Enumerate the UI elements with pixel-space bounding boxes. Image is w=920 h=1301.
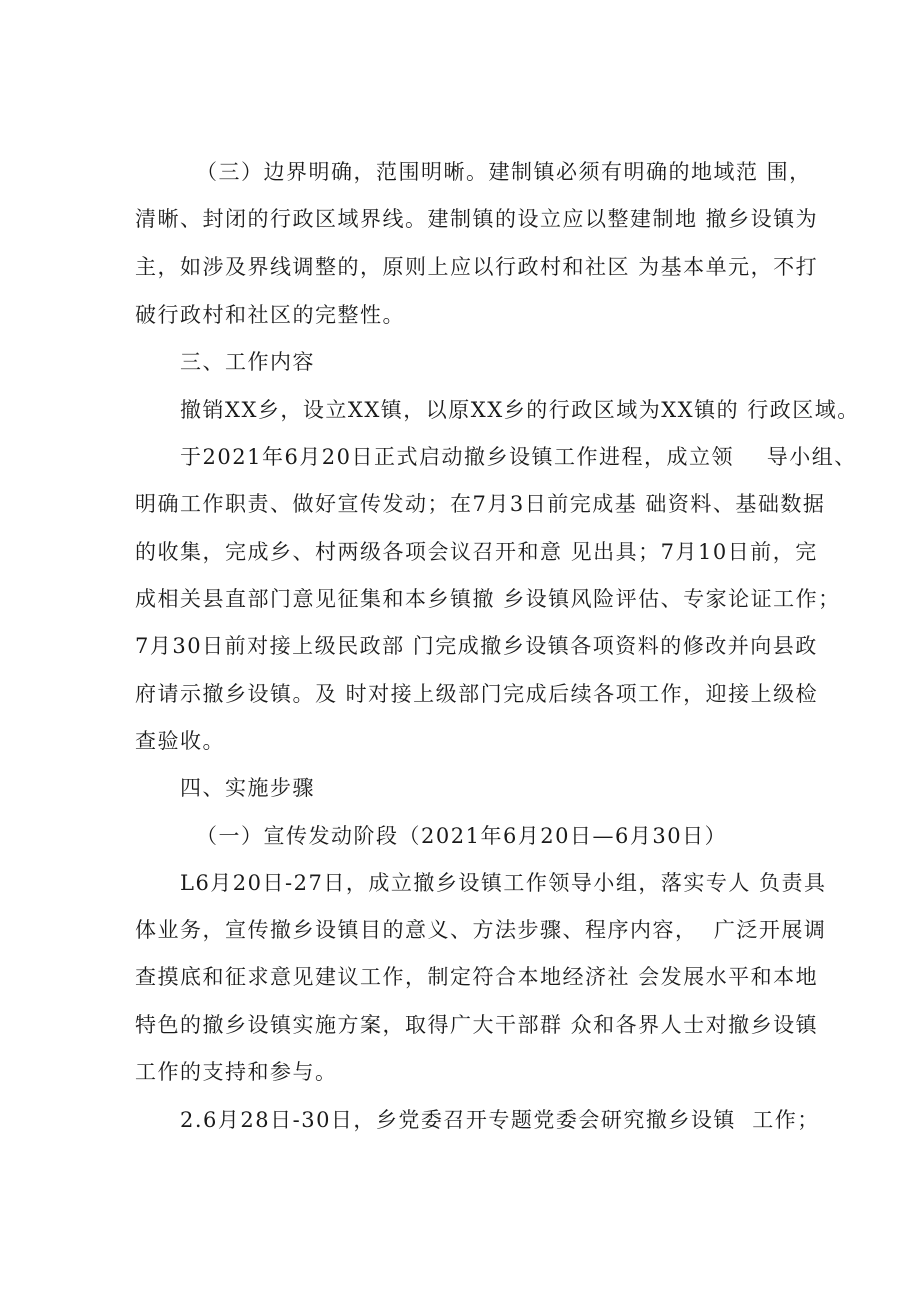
text-line: 体业务，宣传撤乡设镇目的意义、方法步骤、程序内容， 广泛开展调 (135, 918, 827, 942)
text-line: 破行政村和社区的完整性。 (135, 303, 405, 327)
text-line: 于2021年6月20日正式启动撤乡设镇工作进程，成立领 导小组、 (180, 445, 857, 469)
section-heading: 三、工作内容 (180, 350, 315, 374)
text-line: L6月20日-27日，成立撤乡设镇工作领导小组，落实专人 负责具 (180, 871, 827, 895)
text-line: 工作的支持和参与。 (135, 1060, 338, 1084)
text-line: 府请示撤乡设镇。及 时对接上级部门完成后续各项工作，迎接上级检 (135, 682, 819, 706)
section-heading: 四、实施步骤 (180, 776, 315, 800)
text-line: 明确工作职责、做好宣传发动；在7月3日前完成基 础资料、基础数据 (135, 492, 826, 516)
text-line: 主，如涉及界线调整的，原则上应以行政村和社区 为基本单元，不打 (135, 255, 819, 279)
text-line: 的收集，完成乡、村两级各项会议召开和意 见出具；7月10日前，完 (135, 540, 818, 564)
text-line: 清晰、封闭的行政区域界线。建制镇的设立应以整建制地 撤乡设镇为 (135, 207, 819, 231)
text-line: 查验收。 (135, 729, 225, 753)
text-line: 7月30日前对接上级民政部 门完成撤乡设镇各项资料的修改并向县政 (135, 634, 818, 658)
text-line: 撤销XX乡，设立XX镇，以原XX乡的行政区域为XX镇的 行政区域。 (180, 398, 860, 422)
subsection-heading: （一）宣传发动阶段（2021年6月20日—6月30日） (196, 824, 728, 848)
text-line: （三）边界明确，范围明晰。建制镇必须有明确的地域范 围， (196, 160, 812, 184)
text-line: 查摸底和征求意见建议工作，制定符合本地经济社 会发展水平和本地 (135, 965, 819, 989)
text-line: 成相关县直部门意见征集和本乡镇撤 乡设镇风险评估、专家论证工作； (135, 587, 841, 611)
text-line: 特色的撤乡设镇实施方案，取得广大干部群 众和各界人士对撤乡设镇 (135, 1013, 819, 1037)
text-line: 2.6月28日-30日，乡党委召开专题党委会研究撤乡设镇 工作； (180, 1108, 820, 1132)
